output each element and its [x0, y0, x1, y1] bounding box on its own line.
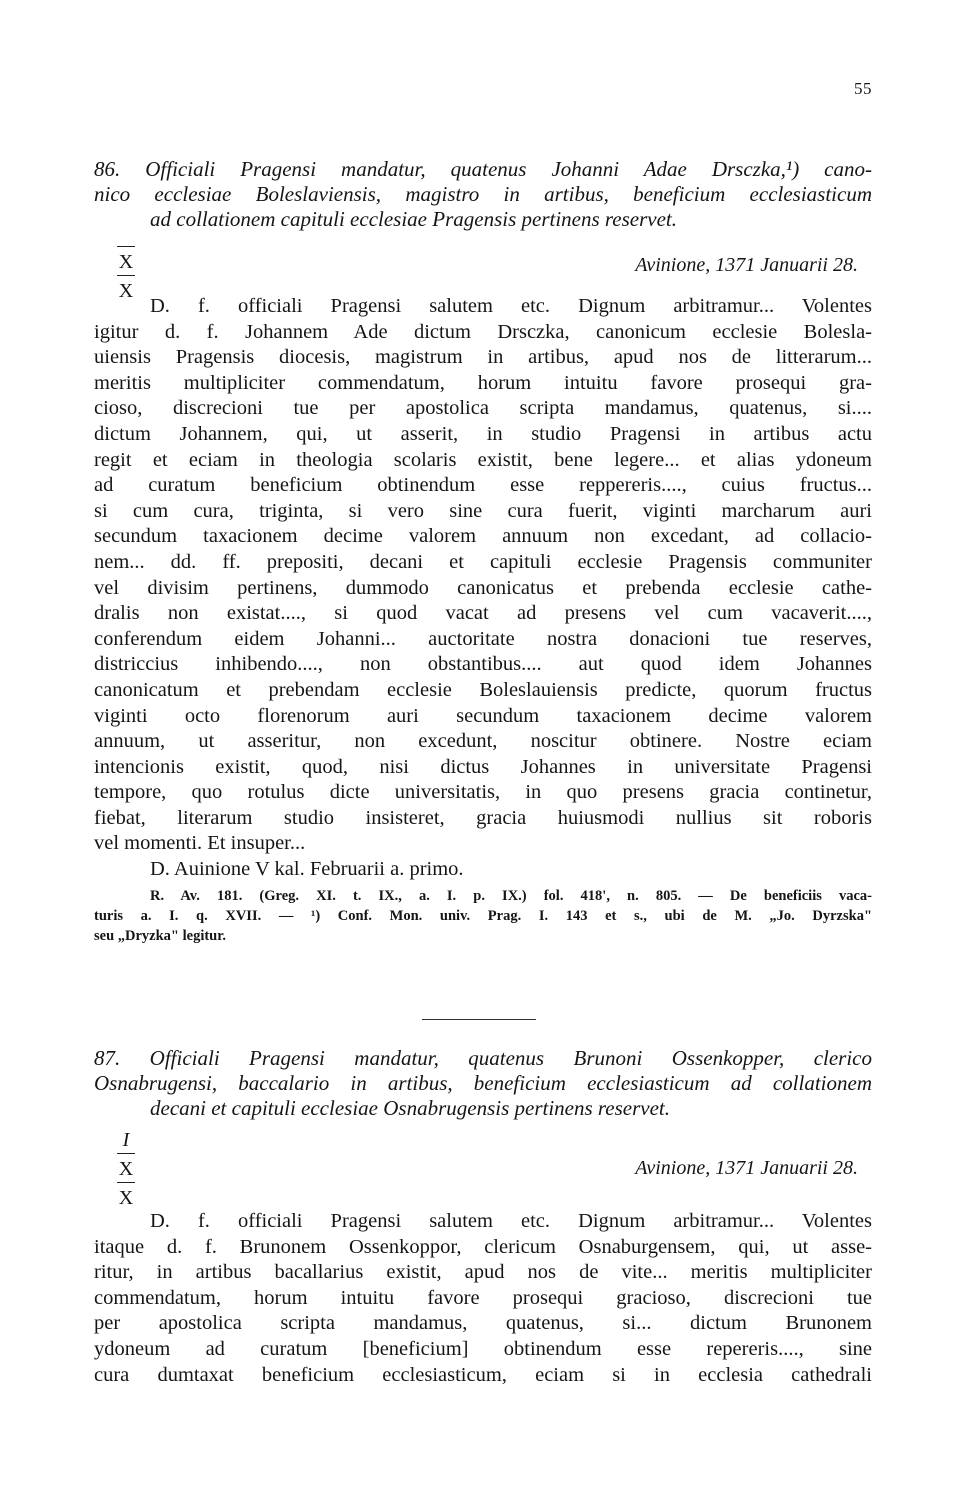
doc86-body-line: regit et eciam in theologia scolaris existit, bene legere... et alias ydoneum: [94, 448, 872, 471]
doc87-heading-line-3: decani et capituli ecclesiae Osnabrugensis pertinens reservet.: [150, 1096, 671, 1120]
doc87-roman-top: I: [122, 1129, 130, 1151]
doc86-roman-bar: [117, 246, 135, 247]
doc87-body-line: commendatum, horum intuitu favore prosequi gracioso, discrecioni tue: [94, 1286, 872, 1309]
doc86-body-line: D. f. officiali Pragensi salutem etc. Dignum arbitramur... Volentes: [150, 295, 872, 317]
page-number: 55: [854, 79, 872, 98]
doc86-dating-clause: D. Auinione V kal. Februarii a. primo.: [150, 858, 464, 881]
doc86-heading: [94, 157, 872, 232]
section-divider: [422, 1019, 536, 1020]
doc86-body-line: secundum taxacionem decime valorem annuum non excedant, ad collacio-: [94, 525, 872, 548]
doc86-body-line: uiensis Pragensis diocesis, magistrum in artibus, apud nos de litterarum...: [94, 346, 872, 369]
doc87-number: 87.: [94, 1046, 121, 1070]
doc86-number: 86.: [94, 157, 121, 181]
doc86-body-line: dictum Johannem, qui, ut asserit, in studio Pragensi in artibus actu: [94, 422, 872, 445]
doc86-body-line: vel divisim pertinens, dummodo canonicatus et prebenda ecclesie cathe-: [94, 576, 872, 599]
doc86-body-line: fiebat, literarum studio insisteret, gracia huiusmodi nullius sit roboris: [94, 806, 872, 829]
doc86-heading-line-1: Officiali Pragensi mandatur, quatenus Johanni Adae Drsczka,¹) cano-: [145, 157, 872, 181]
doc86-roman-top: X: [118, 251, 134, 273]
doc86-place-date: Avinione, 1371 Januarii 28.: [635, 254, 858, 276]
doc87-body-line: ydoneum ad curatum [beneficium] obtinendum esse repereris...., sine: [94, 1337, 872, 1360]
doc86-body-line: conferendum eidem Johanni... auctoritate nostra donacioni tue reserves,: [94, 627, 872, 650]
doc86-body-line: igitur d. f. Johannem Ade dictum Drsczka, canonicum ecclesie Bolesla-: [94, 320, 872, 343]
doc87-body-line: itaque d. f. Brunonem Ossenkoppor, clericum Osnaburgensem, qui, ut asse-: [94, 1235, 872, 1258]
doc86-heading-line-2: nico ecclesiae Boleslaviensis, magistro in artibus, beneficium ecclesiasticum: [94, 182, 872, 206]
doc86-body-line: vel momenti. Et insuper...: [94, 832, 306, 855]
doc86-note-line: turis a. I. q. XVII. — ¹) Conf. Mon. univ. Prag. I. 143 et s., ubi de M. „Jo. Dyrzska": [94, 907, 872, 924]
doc86-body-line: meritis multipliciter commendatum, horum intuitu favore prosequi gra-: [94, 371, 872, 394]
doc87-heading-line-2: Osnabrugensi, baccalario in artibus, beneficium ecclesiasticum ad collationem: [94, 1071, 872, 1095]
doc87-body-line: cura dumtaxat beneficium ecclesiasticum, eciam si in ecclesia cathedrali: [94, 1363, 872, 1386]
doc87-body: [94, 1209, 872, 1388]
doc86-body-line: canonicatum et prebendam ecclesie Boleslauiensis predicte, quorum fructus: [94, 678, 872, 701]
document-87: [94, 1046, 872, 1388]
doc87-roman-bottom: X: [118, 1187, 134, 1209]
doc87-body-line: ritur, in artibus bacallarius existit, apud nos de vite... meritis multipliciter: [94, 1261, 872, 1284]
doc86-heading-line-3: ad collationem capituli ecclesiae Pragensis pertinens reservet.: [150, 207, 678, 231]
doc87-body-line: per apostolica scripta mandamus, quatenus, si... dictum Brunonem: [94, 1312, 872, 1335]
doc86-body-line: annuum, ut asseritur, non excedunt, noscitur obtinere. Nostre eciam: [94, 730, 872, 753]
doc87-body-line: D. f. officiali Pragensi salutem etc. Dignum arbitramur... Volentes: [150, 1210, 872, 1232]
doc86-body-line: viginti octo florenorum auri secundum taxacionem decime valorem: [94, 704, 872, 727]
doc87-heading-line-1: Officiali Pragensi mandatur, quatenus Brunoni Ossenkopper, clerico: [149, 1046, 873, 1070]
doc86-body-line: ad curatum beneficium obtinendum esse reppereris...., cuius fructus...: [94, 474, 872, 497]
doc87-roman-divider: [117, 1153, 135, 1154]
doc86-body-line: nem... dd. ff. prepositi, decani et capituli ecclesie Pragensis communiter: [94, 550, 872, 573]
doc86-body-line: intencionis existit, quod, nisi dictus Johannes in universitate Pragensi: [94, 755, 872, 778]
doc87-roman-middle: X: [118, 1158, 134, 1180]
doc86-note-line: R. Av. 181. (Greg. XI. t. IX., a. I. p. IX.) fol. 418', n. 805. — De beneficiis vaca-: [150, 887, 872, 904]
doc86-roman-divider: [117, 275, 135, 276]
doc87-place-date: Avinione, 1371 Januarii 28.: [635, 1157, 858, 1179]
doc86-body-line: cioso, discrecioni tue per apostolica scripta mandamus, quatenus, si....: [94, 397, 872, 420]
doc86-body-line: dralis non existat...., si quod vacat ad presens vel cum vacaverit....,: [94, 602, 872, 625]
doc86-note-line: seu „Dryzka" legitur.: [94, 927, 226, 944]
document-86: [94, 157, 872, 946]
doc87-roman-divider: [117, 1182, 135, 1183]
doc86-roman-bottom: X: [118, 280, 134, 302]
doc86-dateline: [94, 246, 872, 302]
doc86-source-notes: [94, 886, 872, 946]
doc87-dateline: [94, 1129, 872, 1209]
doc87-heading: [94, 1046, 872, 1121]
doc86-body-line: districcius inhibendo...., non obstantibus.... aut quod idem Johannes: [94, 653, 872, 676]
doc86-body: [94, 294, 872, 883]
doc86-roman-numerals: [116, 246, 136, 302]
doc86-body-line: tempore, quo rotulus dicte universitatis, in quo presens gracia continetur,: [94, 781, 872, 804]
doc87-roman-numerals: [116, 1129, 136, 1209]
doc86-body-line: si cum cura, triginta, si vero sine cura fuerit, viginti marcharum auri: [94, 499, 872, 522]
